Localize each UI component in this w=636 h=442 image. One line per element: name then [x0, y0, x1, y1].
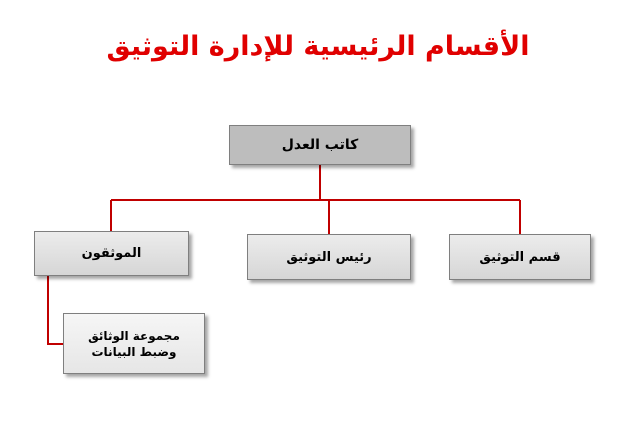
box-documents-group [63, 313, 205, 374]
box-rais-al-tawthiq [247, 234, 411, 280]
box-rais-label: رئيس التوثيق [286, 249, 372, 265]
root-box-katib-al-adl [229, 125, 411, 165]
chart-title: الأقسام الرئيسية للإدارة التوثيق [106, 31, 530, 62]
connector-to-group [48, 276, 63, 344]
box-qism-al-tawthiq [449, 234, 591, 280]
box-al-muwathiqun [34, 231, 189, 276]
box-group-label: مجموعة الوثائق وضبط البيانات [88, 328, 180, 359]
box-qism-label: قسم التوثيق [479, 249, 561, 265]
box-muwathiqun-label: الموثقون [81, 246, 142, 261]
root-box-label: كاتب العدل [281, 137, 359, 153]
